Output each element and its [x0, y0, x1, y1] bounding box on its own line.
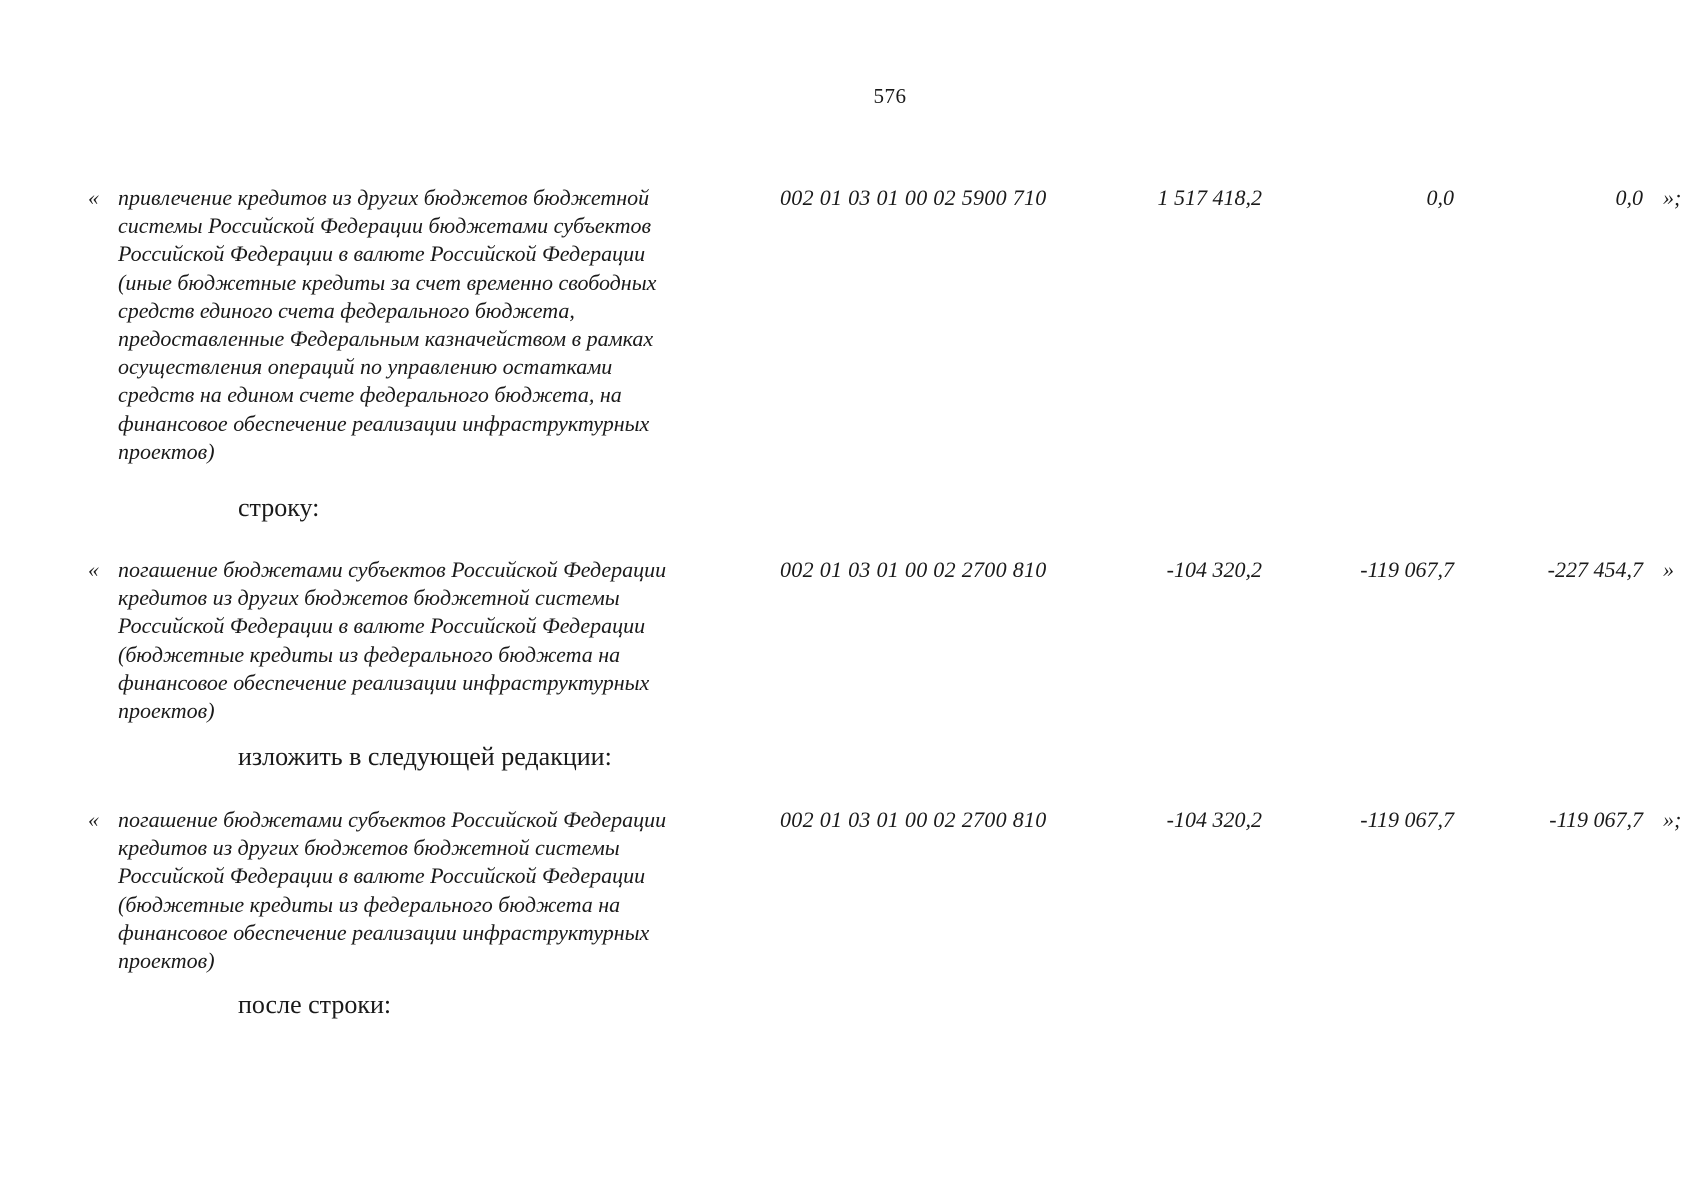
budget-code: 002 01 03 01 00 02 5900 710 [780, 185, 1047, 210]
open-quote: « [88, 557, 99, 582]
row-description: погашение бюджетами субъектов Российской Федерации кредитов из других бюджетов бюджетной системы Российской Федерации в валюте Российской Федерации (бюджетные кредиты из федерального бюджета на финансовое обеспечение реализации инфраструктурных проектов) [118, 807, 667, 974]
value-year-1: -104 320,2 [1166, 557, 1262, 582]
page-number: 576 [873, 84, 907, 108]
value-year-2: 0,0 [1426, 185, 1454, 210]
value-year-2: -119 067,7 [1360, 557, 1454, 582]
value-year-3: -227 454,7 [1547, 557, 1643, 582]
close-quote: »; [1663, 807, 1682, 832]
row-description: привлечение кредитов из других бюджетов бюджетной системы Российской Федерации бюджетами субъектов Российской Федерации в валюте Российской Федерации (иные бюджетные кредиты за счет временно свободных средств единого счета федерального бюджета, предоставленные Федеральным казначейством в рамках осуществления операций по управлению остатками средств на едином счете федерального бюджета, на финансовое обеспечение реализации инфраструктурных проектов) [118, 185, 657, 464]
open-quote: « [88, 185, 99, 210]
instruction-text: строку: [238, 493, 320, 522]
value-year-1: 1 517 418,2 [1157, 185, 1262, 210]
instruction-text: изложить в следующей редакции: [238, 742, 612, 771]
close-quote: » [1663, 557, 1674, 582]
budget-code: 002 01 03 01 00 02 2700 810 [780, 807, 1047, 832]
instruction-text: после строки: [238, 990, 392, 1019]
value-year-2: -119 067,7 [1360, 807, 1454, 832]
row-description: погашение бюджетами субъектов Российской Федерации кредитов из других бюджетов бюджетной системы Российской Федерации в валюте Российской Федерации (бюджетные кредиты из федерального бюджета на финансовое обеспечение реализации инфраструктурных проектов) [118, 557, 667, 724]
budget-code: 002 01 03 01 00 02 2700 810 [780, 557, 1047, 582]
value-year-3: -119 067,7 [1549, 807, 1643, 832]
close-quote: »; [1663, 185, 1682, 210]
open-quote: « [88, 807, 99, 832]
value-year-1: -104 320,2 [1166, 807, 1262, 832]
value-year-3: 0,0 [1615, 185, 1643, 210]
